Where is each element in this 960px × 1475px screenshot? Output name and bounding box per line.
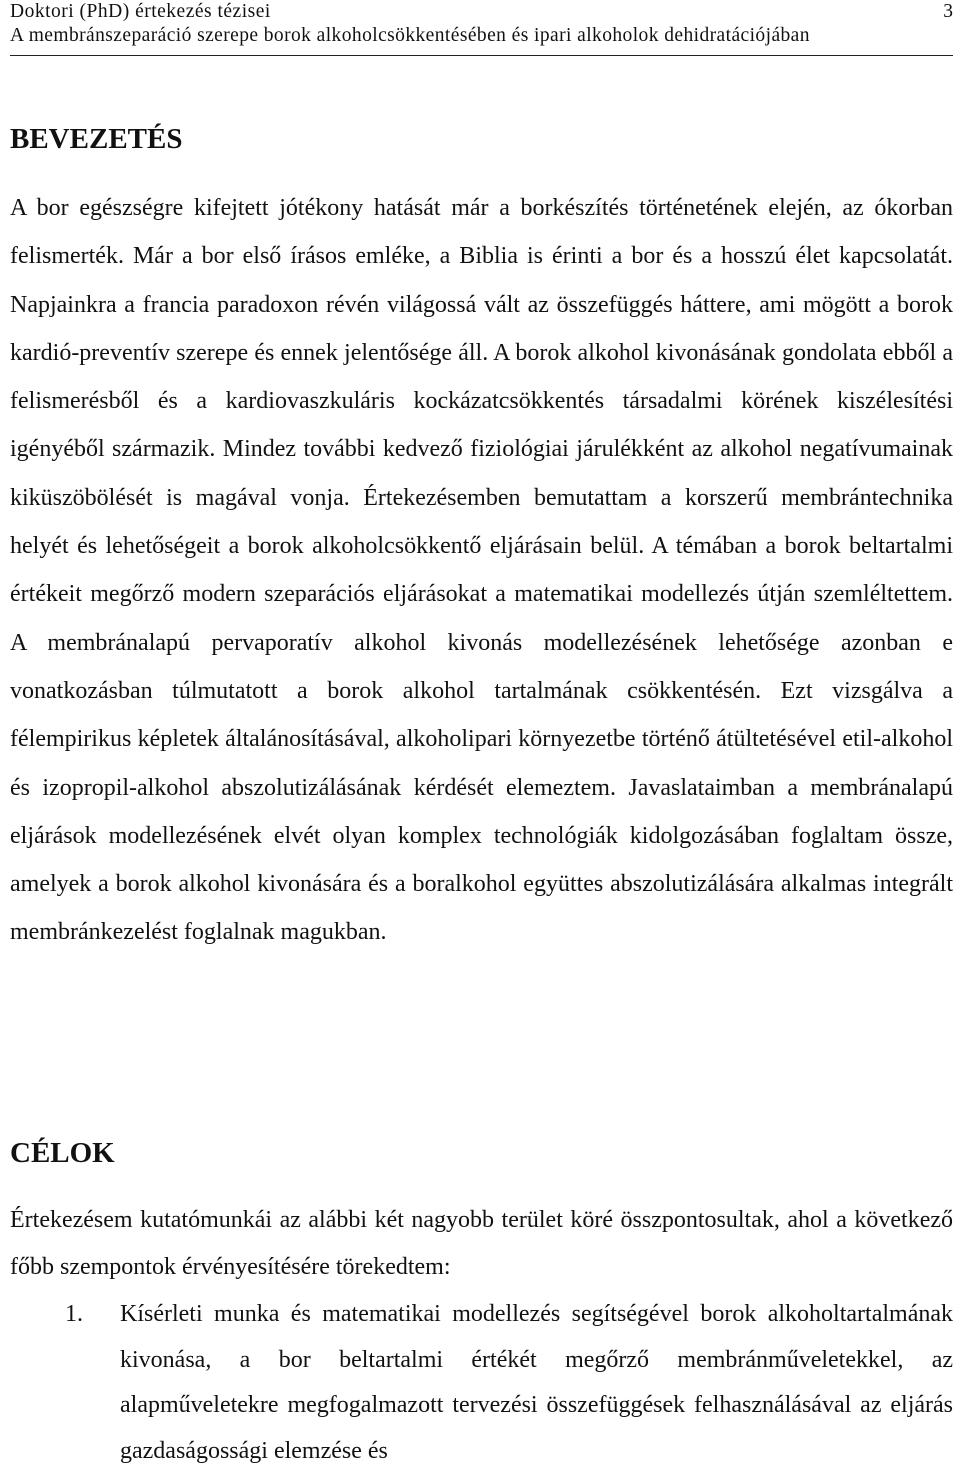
header-thesis-title: A membránszeparáció szerepe borok alkoholcsökkentésében és ipari alkoholok dehidratációjában: [10, 25, 810, 46]
goals-list: [10, 1292, 953, 1475]
page-number: 3: [943, 1, 953, 22]
introduction-paragraph: A bor egészségre kifejtett jótékony hatását már a borkészítés történetének elején, az ókorban felismerték. Már a bor első írásos emléke, a Biblia is érinti a bor és a hosszú élet kapcsolatát. Napjainkra a francia paradoxon révén világossá vált az összefüggés háttere, ami mögött a borok kardió-preventív szerepe és ennek jelentősége áll. A borok alkohol kivonásának gondolata ebből a felismerésből és a kardiovaszkuláris kockázatcsökkentés társadalmi körének kiszélesítési igényéből származik. Mindez további kedvező fiziológiai járulékként az alkohol negatívumainak kiküszöbölését is magával vonja. Értekezésemben bemutattam a korszerű membrántechnika helyét és lehetőségeit a borok alkoholcsökkentő eljárásain belül. A témában a borok beltartalmi értékeit megőrző modern szeparációs eljárásokat a matematikai modellezés útján szemléltettem. A membránalapú pervaporatív alkohol kivonás modellezésének lehetősége azonban e vonatkozásban túlmutatott a borok alkohol tartalmának csökkentésén. Ezt vizsgálva a félempirikus képletek általánosításával, alkoholipari környezetbe történő átültetésével etil-alkohol és izopropil-alkohol abszolutizálásának kérdését elemeztem. Javaslataimban a membránalapú eljárások modellezésének elvét olyan komplex technológiák kidolgozásában foglaltam össze, amelyek a borok alkohol kivonására és a boralkohol együttes abszolutizálására alkalmas integrált membránkezelést foglalnak magukban.: [10, 195, 953, 946]
running-header: [10, 0, 953, 56]
list-item-number: 1.: [65, 1301, 83, 1327]
document-page: [10, 0, 953, 1470]
section-title-goals: CÉLOK: [10, 1137, 115, 1169]
list-item: [10, 1292, 953, 1475]
list-item-text: Kísérleti munka és matematikai modellezés segítségével borok alkoholtartalmának kivonása, a bor beltartalmi értékét megőrző membránműveletekkel, az alapműveletekre megfogalmazott tervezési összefüggések felhasználásával az eljárás gazdaságossági elemzése és: [120, 1301, 953, 1465]
goals-paragraph: Értekezésem kutatómunkái az alábbi két nagyobb terület köré összpontosultak, ahol a következő főbb szempontok érvényesítésére törekedtem:: [10, 1207, 953, 1280]
section-title-introduction: BEVEZETÉS: [10, 123, 183, 155]
header-thesis-type: Doktori (PhD) értekezés tézisei: [10, 1, 271, 22]
